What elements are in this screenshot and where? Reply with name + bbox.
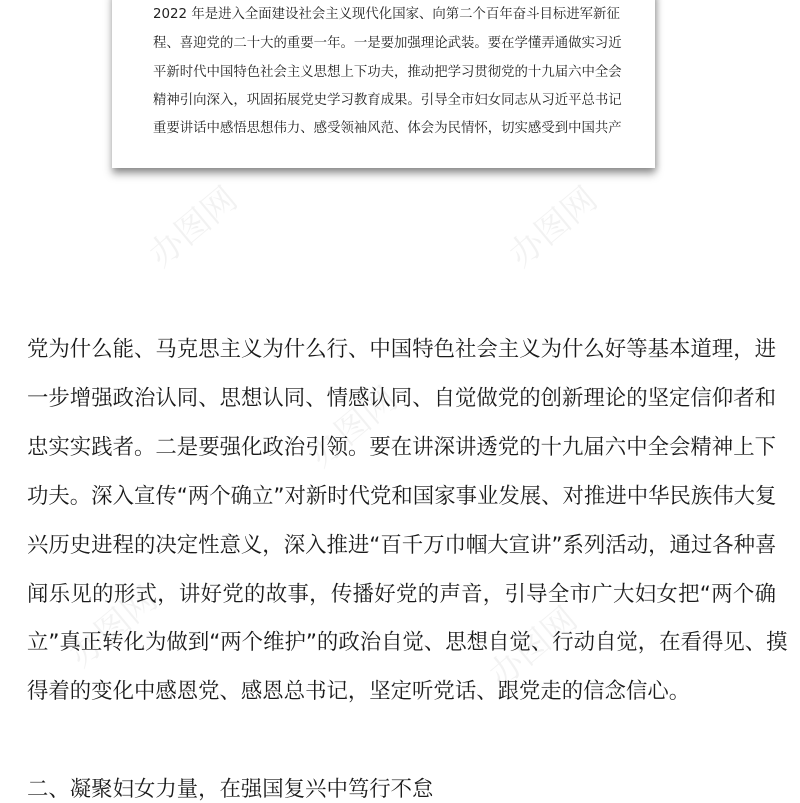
watermark: 办图网 (141, 179, 246, 276)
paragraph-line: 功夫。深入宣传“两个确立”对新时代党和国家事业发展、对推进中华民族伟大复 (27, 484, 777, 509)
paragraph-line: 一步增强政治认同、思想认同、情感认同、自觉做党的创新理论的坚定信仰者和 (27, 386, 776, 411)
paragraph-line: 党为什么能、马克思主义为什么行、中国特色社会主义为什么好等基本道理，进 (27, 337, 776, 362)
card-text-line: 重要讲话中感悟思想伟力、感受领袖风范、体会为民情怀，切实感受到中国共产 (153, 121, 622, 136)
paragraph-line: 立”真正转化为做到“两个维护”的政治自觉、思想自觉、行动自觉，在看得见、摸 (27, 630, 788, 655)
watermark: 办图网 (301, 379, 406, 476)
paragraph-line: 闻乐见的形式，讲好党的故事，传播好党的声音，引导全市广大妇女把“两个确 (27, 582, 776, 607)
watermark: 办图网 (501, 179, 606, 276)
paragraph-line: 忠实实践者。二是要强化政治引领。要在讲深讲透党的十九届六中全会精神上下 (27, 435, 776, 460)
watermark: 办图网 (481, 599, 586, 696)
document-page-preview (112, 0, 655, 168)
section-heading: 二、凝聚妇女力量，在强国复兴中笃行不怠 (27, 777, 434, 802)
paragraph-line: 兴历史进程的决定性意义，深入推进“百千万巾帼大宣讲”系列活动，通过各种喜 (27, 533, 777, 558)
paragraph-line: 得着的变化中感恩党、感恩总书记，坚定听党话、跟党走的信念信心。 (27, 679, 691, 704)
card-text-line: 程、喜迎党的二十大的重要一年。一是要加强理论武装。要在学懂弄通做实习近 (153, 36, 622, 51)
watermark: 办图网 (61, 579, 166, 676)
card-text-line: 平新时代中国特色社会主义思想上下功夫，推动把学习贯彻党的十九届六中全会 (153, 65, 622, 80)
card-text-line: 精神引向深入，巩固拓展党史学习教育成果。引导全市妇女同志从习近平总书记 (153, 93, 622, 108)
card-text-line: 2022 年是进入全面建设社会主义现代化国家、向第二个百年奋斗目标进军新征 (153, 7, 620, 22)
